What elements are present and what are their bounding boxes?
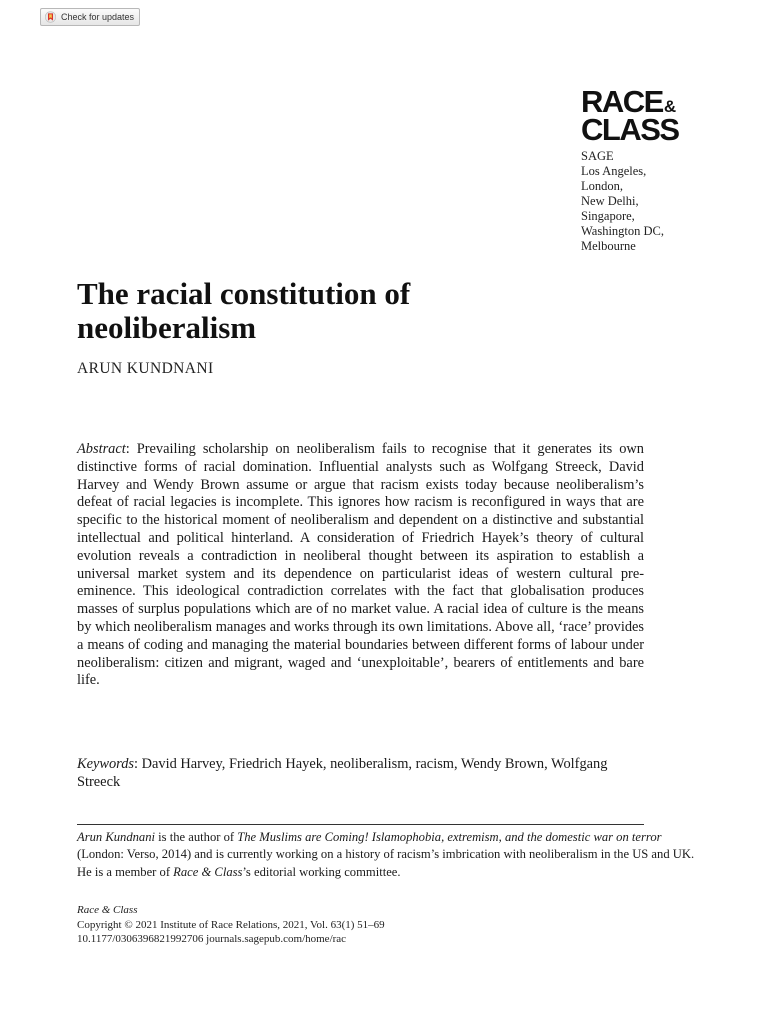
keywords-paragraph [77,756,644,792]
publisher-info [581,149,721,254]
author-bio [77,829,697,881]
article-author: ARUN KUNDNANI [77,360,214,377]
footer-copyright: Copyright © 2021 Institute of Race Relations, 2021, Vol. 63(1) 51–69 [77,918,385,931]
bio-text: ’s editorial working committee. [242,864,401,879]
bio-author-name: Arun Kundnani [77,830,156,844]
publisher-location: Singapore, [581,209,635,223]
publisher-location: London, [581,179,624,193]
check-for-updates-button[interactable] [40,8,140,26]
publisher-location: Los Angeles, [581,164,647,178]
logo-ampersand: & [663,97,677,116]
bio-text: is the author of [155,830,238,844]
publisher-location: New Delhi, [581,194,639,208]
logo-word-class: CLASS [581,111,679,147]
bio-text: (London: Verso, 2014) and is currently working on a history of racism’s imbrication with neoliberalism in the US and UK. He is a member of [77,847,695,879]
bio-journal-name: Race & Class [173,864,243,879]
publisher-location: Washington DC, [581,224,665,238]
publisher-name: SAGE [581,149,614,163]
abstract-label: Abstract [77,441,126,457]
footer-journal: Race & Class [77,904,138,916]
logo-word-race: RACE [581,84,663,119]
publisher-location: Melbourne [581,239,636,253]
divider [77,824,644,825]
abstract-text: : Prevailing scholarship on neoliberalism fails to recognise that it generates its own distinctive forms of racial domination. Influential analysts such as Wolfgang Streeck, David Harvey and Wendy Brown assume or argue that racism exists today because neoliberalism’s defeat of racial legacies is incomplete. This ignores how racism is reconfigured in ways that are specific to the historical moment of neoliberalism and dependent on a distinctive and substantial intellectual and political hinterland. A consideration of Friedrich Hayek’s theory of cultural evolution reveals a contradiction in neoliberal thought between its aspiration to establish a universal market system and its dependence on particularist ideas of western cultural pre-eminence. This ideological contradiction correlates with the fact that globalisation produces masses of surplus populations which are of no market value. A racial idea of culture is the means by which neoliberalism manages and works through its own limitations. Above all, ‘race’ provides a means of coding and managing the material boundaries between different forms of labour under neoliberalism: citizen and migrant, waged and ‘unexploitable’, bearers of entitlements and bare life. [77,441,644,689]
bio-book-title: The Muslims are Coming! Islamophobia, extremism, and the domestic war on terror [237,830,662,844]
abstract-paragraph [77,441,644,690]
article-title: The racial constitution of neoliberalism [77,276,411,345]
keywords-text: : David Harvey, Friedrich Hayek, neoliberalism, racism, Wendy Brown, Wolfgang Streeck [77,756,608,790]
keywords-label: Keywords [77,756,135,772]
journal-logo [581,84,701,147]
crossmark-bookmark-icon [45,11,56,23]
check-for-updates-label: Check for updates [61,12,135,22]
footer-doi: 10.1177/0306396821992706 journals.sagepub.com/home/rac [77,933,347,945]
citation-footer [77,903,477,947]
